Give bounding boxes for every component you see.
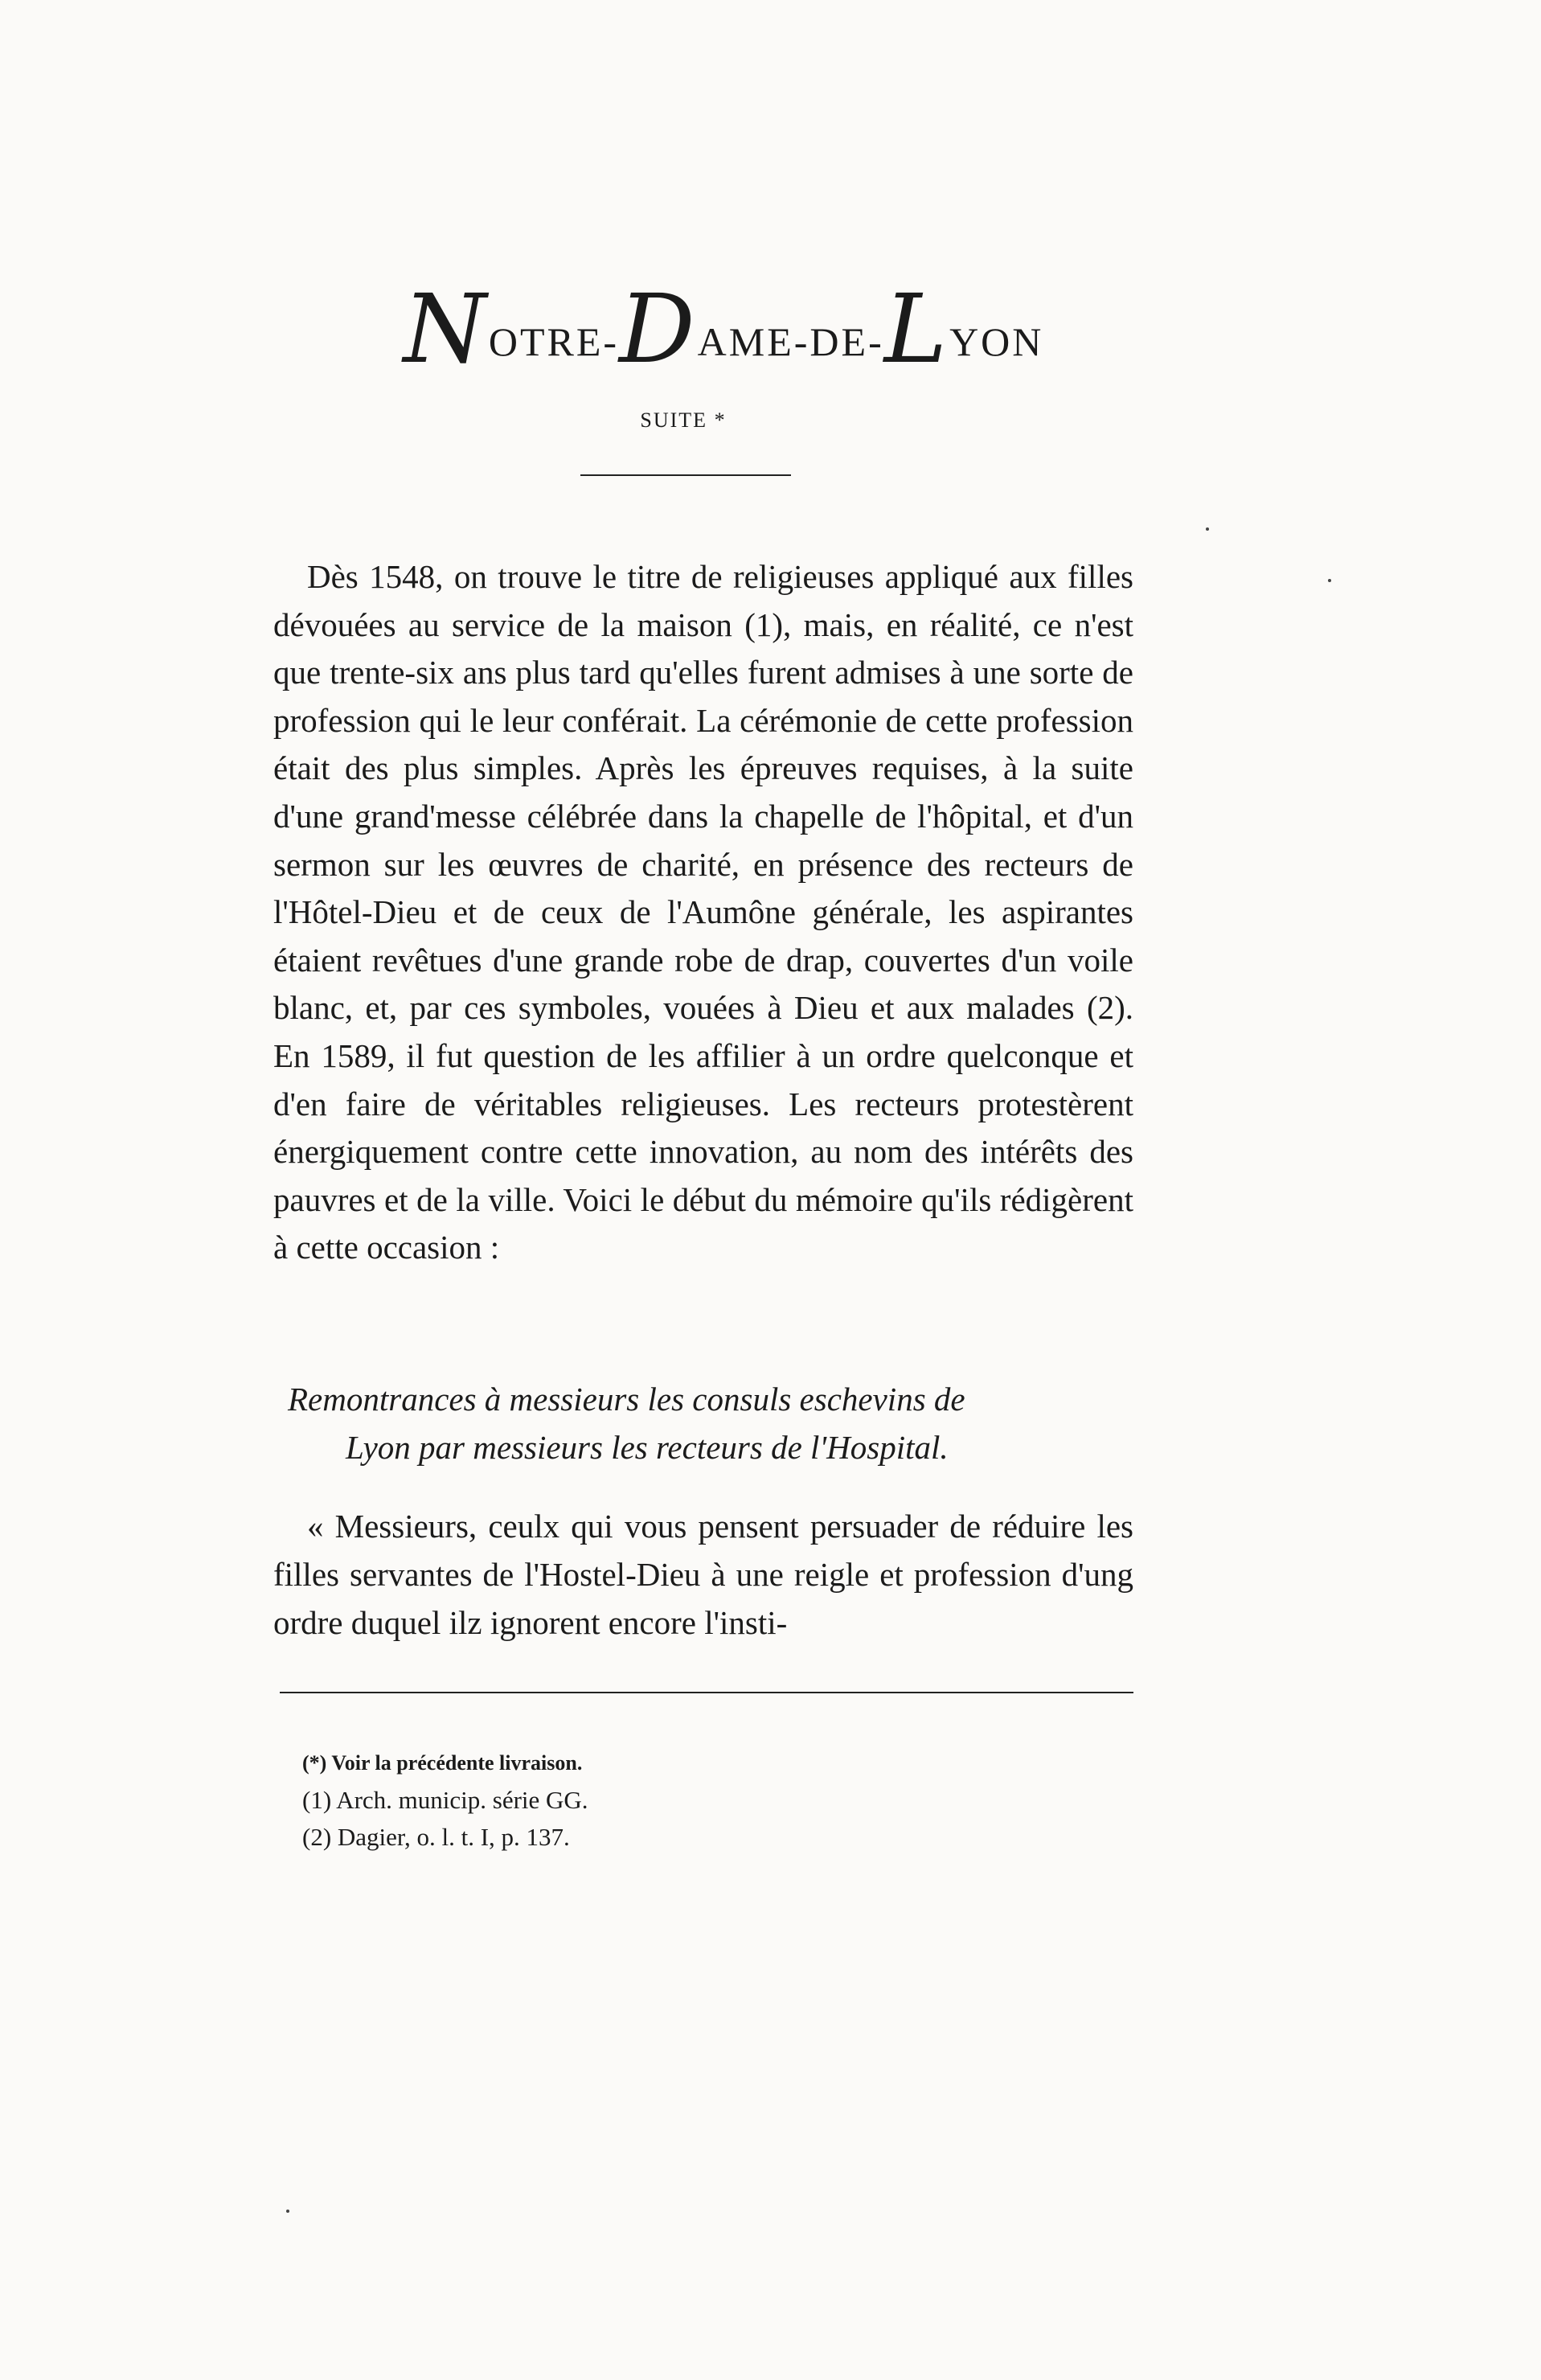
title-initial-l: L (883, 273, 950, 384)
remontrance-line-1: Remontrances à messieurs les consuls eschevins de (288, 1381, 965, 1418)
article-title (362, 273, 1085, 384)
print-speck (1328, 579, 1331, 582)
main-text (273, 553, 1133, 1272)
print-speck (1206, 527, 1209, 531)
paragraph-1: Dès 1548, on trouve le titre de religieuses appliqué aux filles dévouées au service de la maison (1), mais, en réalité, ce n'est que trente-six ans plus tard qu'elles furent admises à une sorte de profession qui le leur conférait. La cérémonie de cette profession était des plus simples. Après les épreuves requises, à la suite d'une grand'messe célébrée dans la chapelle de l'hôpital, et d'un sermon sur les œuvres de charité, en présence des recteurs de l'Hôtel-Dieu et de ceux de l'Aumône générale, les aspirantes étaient revêtues d'une grande robe de drap, couvertes d'un voile blanc, et, par ces symboles, vouées à Dieu et aux malades (2). En 1589, il fut question de les affilier à un ordre quelconque et d'en faire de véritables religieuses. Les recteurs protestèrent énergiquement contre cette innovation, au nom des intérêts des pauvres et de la ville. Voici le début du mémoire qu'ils rédigèrent à cette occasion : (273, 558, 1133, 1266)
footnotes (302, 1745, 1026, 1856)
footnote-star: (*) Voir la précédente livraison. (302, 1751, 583, 1775)
footnote-divider (280, 1692, 1133, 1693)
footnote-2: (2) Dagier, o. l. t. I, p. 137. (302, 1823, 570, 1851)
remontrance-heading (273, 1375, 1133, 1471)
title-initial-d: D (619, 273, 698, 384)
quote-paragraph: « Messieurs, ceulx qui vous pensent persuader de réduire les filles servantes de l'Hostel-Dieu à une reigle et profession d'ung ordre duquel ilz ignorent encore l'insti- (273, 1508, 1133, 1641)
quotation (273, 1502, 1133, 1647)
remontrance-line-2: Lyon par messieurs les recteurs de l'Hospital. (346, 1429, 949, 1466)
title-word-1: OTRE- (488, 319, 620, 364)
print-speck (286, 2210, 289, 2213)
title-word-2: AME-DE- (697, 319, 884, 364)
title-divider (580, 474, 791, 476)
title-initial-n: N (403, 273, 489, 384)
subtitle-suite: SUITE * (640, 408, 727, 432)
title-word-3: YON (949, 319, 1044, 364)
footnote-1: (1) Arch. municip. série GG. (302, 1786, 588, 1814)
